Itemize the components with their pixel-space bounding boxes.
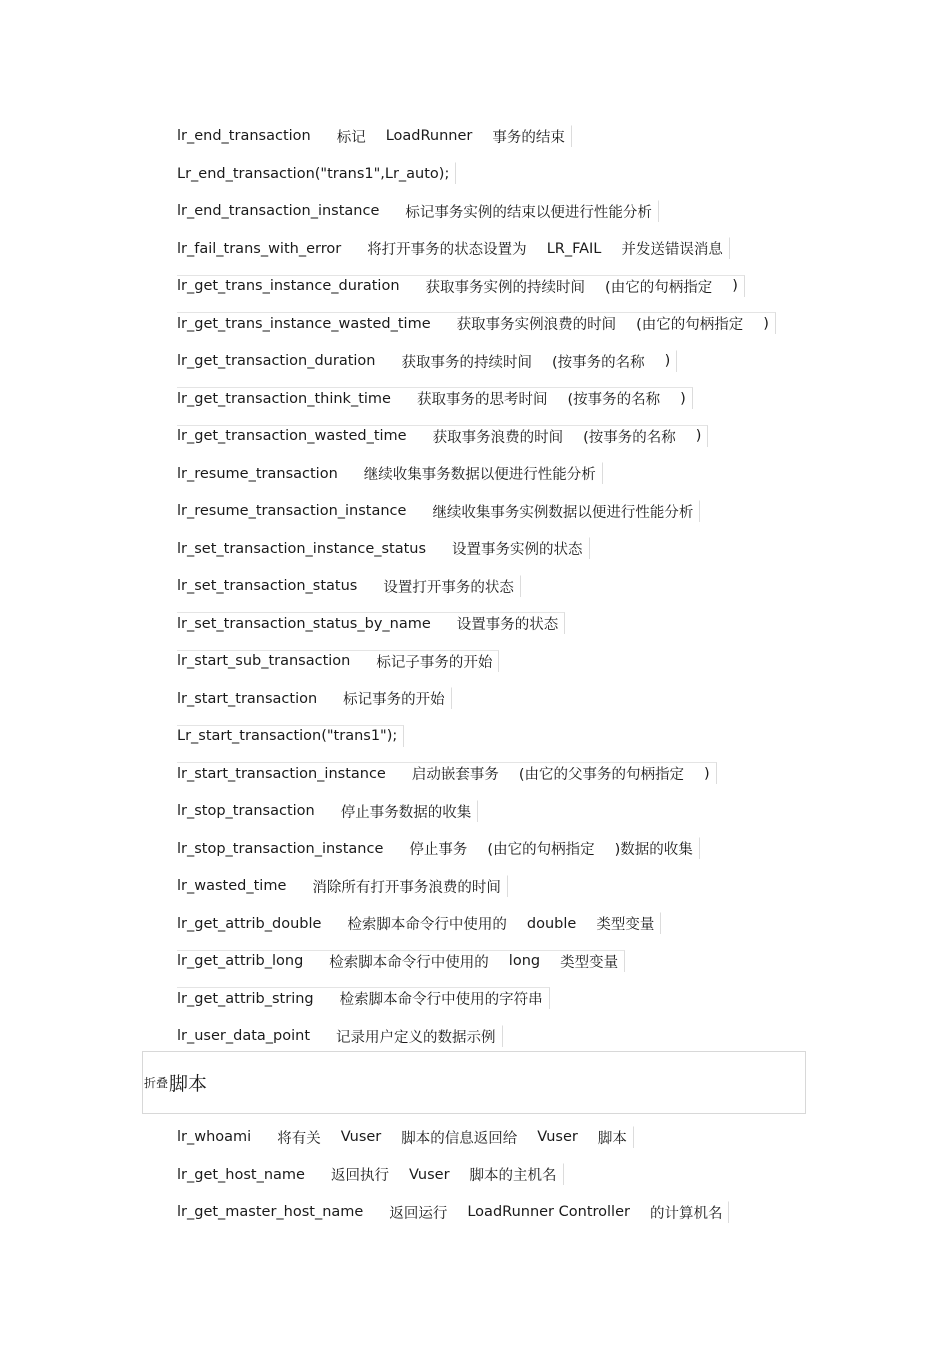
function-description: 并发送错误消息 xyxy=(621,242,723,259)
function-name: Lr_end_transaction("trans1",Lr_auto); xyxy=(177,165,450,182)
section-heading-prefix[interactable]: 折叠 xyxy=(144,1076,169,1090)
function-name: lr_get_master_host_name xyxy=(177,1204,364,1221)
function-description: 消除所有打开事务浪费的时间 xyxy=(312,879,501,896)
table-row xyxy=(177,605,776,643)
function-name: lr_stop_transaction xyxy=(177,803,315,820)
function-description: Vuser xyxy=(537,1129,578,1146)
function-description: 检索脚本命令行中使用的字符串 xyxy=(339,992,543,1009)
table-row xyxy=(177,492,776,530)
function-name: lr_start_transaction xyxy=(177,690,318,707)
table-row xyxy=(177,305,776,343)
function-name: lr_end_transaction xyxy=(177,128,311,145)
function-description: 的计算机名 xyxy=(649,1205,723,1222)
function-description: 设置事务实例的状态 xyxy=(452,542,583,559)
function-description: LoadRunner Controller xyxy=(467,1204,630,1221)
function-entry xyxy=(177,1163,564,1185)
function-name: lr_resume_transaction xyxy=(177,465,338,482)
function-description: 获取事务实例的持续时间 xyxy=(425,279,586,296)
function-name: lr_get_attrib_long xyxy=(177,953,304,970)
function-description: 检索脚本命令行中使用的 xyxy=(329,954,489,971)
table-row xyxy=(177,342,776,380)
function-description: 记录用户定义的数据示例 xyxy=(336,1029,496,1046)
function-entry xyxy=(177,1126,634,1148)
function-name: lr_set_transaction_status xyxy=(177,578,358,595)
function-entry xyxy=(177,350,677,372)
function-description: 事务的结束 xyxy=(492,129,565,146)
function-entry xyxy=(177,162,456,184)
function-description: 设置事务的状态 xyxy=(456,617,559,634)
function-entry xyxy=(177,1025,503,1047)
function-name: lr_get_trans_instance_wasted_time xyxy=(177,315,431,332)
function-description: ) xyxy=(664,353,671,370)
table-row xyxy=(177,717,776,755)
table-row xyxy=(177,1017,776,1055)
function-name: lr_start_transaction_instance xyxy=(177,765,386,782)
function-name: lr_get_host_name xyxy=(177,1166,305,1183)
function-name: lr_start_sub_transaction xyxy=(177,653,351,670)
function-description: 标记子事务的开始 xyxy=(376,654,493,671)
table-row xyxy=(177,455,776,493)
function-description: 检索脚本命令行中使用的 xyxy=(347,917,507,934)
table-row xyxy=(177,830,776,868)
function-name: lr_fail_trans_with_error xyxy=(177,240,342,257)
table-row xyxy=(177,192,776,230)
function-name: lr_resume_transaction_instance xyxy=(177,503,407,520)
function-name: lr_get_transaction_wasted_time xyxy=(177,428,407,445)
function-entry xyxy=(177,950,625,972)
function-name: lr_set_transaction_status_by_name xyxy=(177,615,431,632)
table-row xyxy=(177,267,776,305)
function-entry xyxy=(177,275,745,297)
function-entry xyxy=(177,1201,729,1223)
table-row xyxy=(177,567,776,605)
function-description: 返回运行 xyxy=(389,1205,448,1222)
function-description: 将打开事务的状态设置为 xyxy=(367,242,527,259)
function-description: LoadRunner xyxy=(385,128,473,145)
function-entry xyxy=(177,725,404,747)
function-name: lr_whoami xyxy=(177,1129,252,1146)
table-row xyxy=(177,642,776,680)
function-entry xyxy=(177,800,478,822)
function-entry xyxy=(177,125,572,147)
table-row xyxy=(177,1156,729,1194)
function-description: 脚本 xyxy=(597,1130,627,1147)
function-name: lr_get_trans_instance_duration xyxy=(177,278,400,295)
table-row xyxy=(177,755,776,793)
table-row xyxy=(177,230,776,268)
function-entry xyxy=(177,762,717,784)
function-description: LR_FAIL xyxy=(546,240,602,257)
function-description: 获取事务的持续时间 xyxy=(401,354,532,371)
function-description: ) xyxy=(763,315,769,332)
function-description: 类型变量 xyxy=(596,917,655,934)
function-description: (由它的句柄指定 xyxy=(605,279,713,296)
function-name: Lr_start_transaction("trans1"); xyxy=(177,728,398,745)
function-name: lr_get_attrib_string xyxy=(177,990,314,1007)
function-description: 继续收集事务数据以便进行性能分析 xyxy=(363,467,596,484)
function-description: 设置打开事务的状态 xyxy=(383,579,514,596)
script-function-list xyxy=(177,1118,729,1231)
function-description: 类型变量 xyxy=(560,954,619,971)
transaction-function-list xyxy=(177,117,776,1055)
function-entry xyxy=(177,875,508,897)
function-entry xyxy=(177,837,700,859)
function-entry xyxy=(177,575,521,597)
function-entry xyxy=(177,500,700,522)
function-description: 获取事务的思考时间 xyxy=(416,392,548,409)
table-row xyxy=(177,1193,729,1231)
function-description: ) xyxy=(680,390,686,407)
function-name: lr_set_transaction_instance_status xyxy=(177,540,427,557)
function-entry xyxy=(177,912,661,934)
table-row xyxy=(177,117,776,155)
function-name: lr_get_transaction_think_time xyxy=(177,390,391,407)
function-name: lr_user_data_point xyxy=(177,1028,311,1045)
function-entry xyxy=(177,462,603,484)
function-name: lr_end_transaction_instance xyxy=(177,203,380,220)
function-description: (按事务的名称 xyxy=(551,354,645,371)
function-description: )数据的收集 xyxy=(614,842,693,859)
function-description: Vuser xyxy=(408,1166,450,1183)
function-description: (由它的句柄指定 xyxy=(636,317,744,334)
table-row xyxy=(177,530,776,568)
function-description: 停止事务数据的收集 xyxy=(340,804,472,821)
function-entry xyxy=(177,312,776,334)
function-description: 脚本的信息返回给 xyxy=(401,1130,518,1147)
function-entry xyxy=(177,650,499,672)
function-description: 返回执行 xyxy=(330,1168,389,1185)
function-description: Vuser xyxy=(340,1129,382,1146)
function-description: (由它的句柄指定 xyxy=(487,842,595,859)
table-row xyxy=(177,1118,729,1156)
function-name: lr_stop_transaction_instance xyxy=(177,840,384,857)
function-entry xyxy=(177,425,708,447)
function-name: lr_get_transaction_duration xyxy=(177,353,376,370)
function-description: (按事务的名称 xyxy=(583,429,676,446)
function-entry xyxy=(177,537,590,559)
function-entry xyxy=(177,612,565,634)
function-description: 停止事务 xyxy=(409,842,468,859)
function-entry xyxy=(177,237,730,259)
function-description: 将有关 xyxy=(277,1130,321,1147)
table-row xyxy=(177,680,776,718)
function-description: (由它的父事务的句柄指定 xyxy=(518,767,685,784)
table-row xyxy=(177,155,776,193)
function-entry xyxy=(177,987,550,1009)
function-description: 标记事务的开始 xyxy=(343,692,445,709)
function-description: ) xyxy=(704,765,710,782)
table-row xyxy=(177,905,776,943)
section-heading-title: 脚本 xyxy=(169,1073,208,1095)
table-row xyxy=(177,792,776,830)
function-description: 标记 xyxy=(336,129,366,146)
function-description: double xyxy=(526,915,577,932)
table-row xyxy=(177,380,776,418)
function-description: (按事务的名称 xyxy=(567,392,661,409)
table-row xyxy=(177,980,776,1018)
function-description: 启动嵌套事务 xyxy=(411,767,499,784)
table-row xyxy=(177,942,776,980)
function-name: lr_wasted_time xyxy=(177,878,287,895)
function-description: 继续收集事务实例数据以便进行性能分析 xyxy=(432,504,694,521)
section-heading xyxy=(142,1051,806,1114)
function-description: 获取事务浪费的时间 xyxy=(432,429,564,446)
function-description: ) xyxy=(695,428,702,445)
function-name: lr_get_attrib_double xyxy=(177,915,322,932)
function-entry xyxy=(177,200,659,222)
function-description: long xyxy=(508,953,541,970)
function-entry xyxy=(177,387,693,409)
table-row xyxy=(177,417,776,455)
function-description: 标记事务实例的结束以便进行性能分析 xyxy=(405,204,652,221)
function-entry xyxy=(177,687,452,709)
function-description: 脚本的主机名 xyxy=(469,1168,557,1185)
function-description: 获取事务实例浪费的时间 xyxy=(456,317,617,334)
function-description: ) xyxy=(732,278,738,295)
table-row xyxy=(177,867,776,905)
